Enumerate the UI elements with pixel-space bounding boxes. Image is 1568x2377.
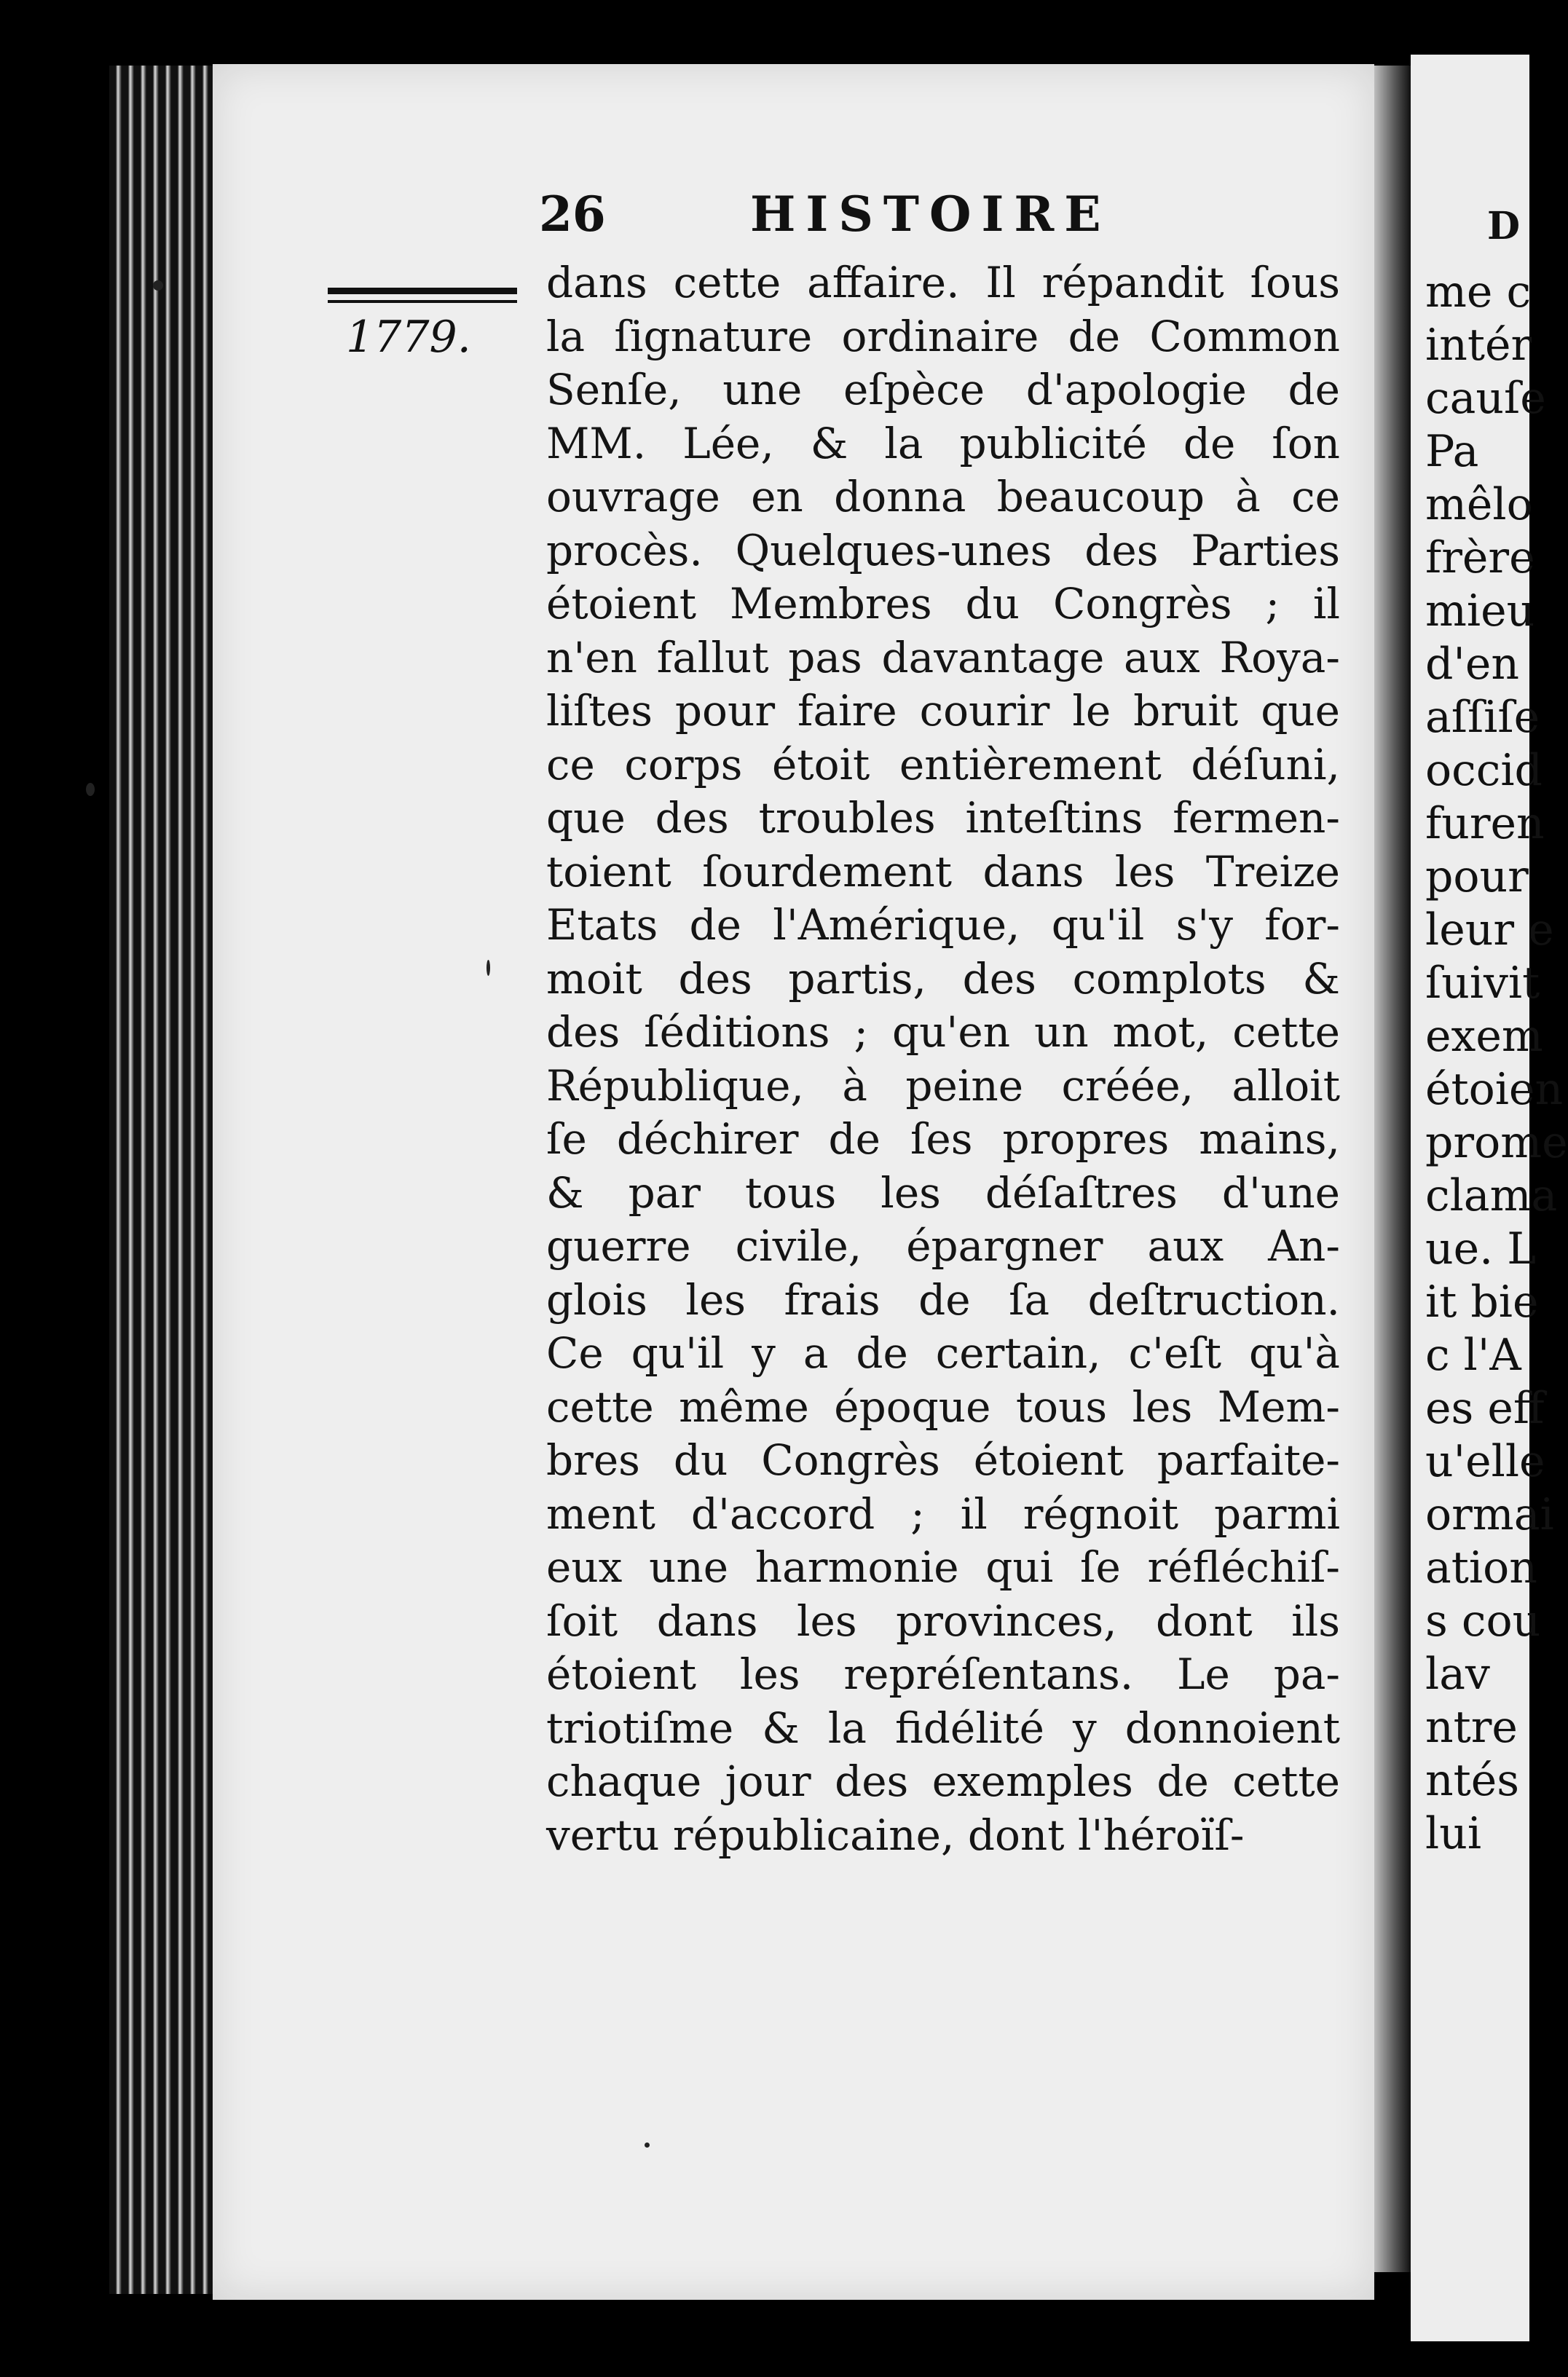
margin-year-note: 1779. (346, 312, 471, 363)
right-text-fragment: étoien (1425, 1064, 1564, 1115)
right-text-fragment: mieu (1425, 586, 1535, 636)
text-line: vertu républicaine, dont l'héroïſ- (546, 1810, 1245, 1860)
text-line: ment d'accord ; il régnoit parmi (546, 1489, 1340, 1539)
right-text-fragment: it bie (1425, 1277, 1539, 1328)
right-text-fragment: furen (1425, 798, 1545, 849)
text-line: ſe déchirer de ſes propres mains, (546, 1114, 1340, 1164)
right-text-fragment: c l'A (1425, 1330, 1521, 1381)
right-text-fragment: s cou (1425, 1596, 1541, 1647)
text-line: ouvrage en donna beaucoup à ce (546, 472, 1340, 521)
text-line: eux une harmonie qui ſe réfléchiſ- (546, 1542, 1340, 1592)
right-text-fragment: exem (1425, 1011, 1543, 1062)
text-line: Etats de l'Amérique, qu'il s'y for- (546, 900, 1340, 950)
right-text-fragment: mêlo (1425, 479, 1533, 530)
text-line: ce corps étoit entièrement déſuni, (546, 739, 1340, 789)
right-text-fragment: es eff (1425, 1383, 1545, 1434)
right-page-text (1425, 266, 1568, 1861)
right-text-fragment: u'elle (1425, 1436, 1545, 1487)
margin-double-rule-thin (328, 300, 517, 303)
text-line: étoient les repréſentans. Le pa- (546, 1649, 1340, 1699)
text-line: chaque jour des exemples de cette (546, 1757, 1340, 1806)
right-text-fragment: Pa (1425, 426, 1479, 477)
dust-speck (153, 280, 163, 291)
body-text (546, 256, 1340, 1862)
text-line: bres du Congrès étoient parfaite- (546, 1435, 1340, 1485)
text-line: MM. Lée, & la publicité de ſon (546, 418, 1340, 468)
text-line: République, à peine créée, alloit (546, 1060, 1340, 1111)
right-text-fragment: leur e (1425, 904, 1554, 955)
right-text-fragment: prome (1425, 1117, 1568, 1168)
book-page-edges (109, 66, 226, 2294)
text-line: dans cette affaire. Il répandit ſous (546, 258, 1340, 307)
right-text-fragment: ormai (1425, 1489, 1554, 1540)
right-text-fragment: lui (1425, 1808, 1482, 1859)
text-line: liſtes pour faire courir le bruit que (546, 686, 1340, 736)
text-line: des ſéditions ; qu'en un mot, cette (546, 1007, 1340, 1057)
right-text-fragment: cauſe (1425, 373, 1546, 424)
dust-speck (86, 783, 95, 796)
text-line: la ſignature ordinaire de Common (546, 311, 1340, 361)
margin-double-rule (328, 288, 517, 294)
right-text-fragment: ation (1425, 1542, 1537, 1593)
text-line: étoient Membres du Congrès ; il (546, 579, 1340, 628)
right-text-fragment: pour (1425, 851, 1529, 902)
right-text-fragment: ſuivit (1425, 958, 1540, 1009)
dust-speck (486, 960, 490, 976)
page-number: 26 (539, 186, 606, 243)
text-line: triotiſme & la fidélité y donnoient (546, 1703, 1340, 1753)
right-text-fragment: ntés (1425, 1755, 1520, 1806)
text-line: cette même époque tous les Mem- (546, 1381, 1340, 1432)
text-line: procès. Quelques-unes des Parties (546, 525, 1340, 575)
right-running-head: D (1487, 204, 1525, 248)
right-page (1411, 55, 1568, 2341)
text-line: glois les frais de ſa deſtruction. (546, 1274, 1340, 1325)
right-text-fragment: frère (1425, 532, 1535, 583)
running-head: HISTOIRE (750, 186, 1111, 243)
right-text-fragment: ntre (1425, 1702, 1518, 1753)
dust-speck (645, 2143, 650, 2148)
page-gutter (1374, 66, 1411, 2272)
text-line: toient ſourdement dans les Treize (546, 846, 1340, 896)
text-line: Ce qu'il y a de certain, c'eſt qu'à (546, 1328, 1340, 1378)
text-line: ſoit dans les provinces, dont ils (546, 1596, 1340, 1646)
text-line: que des troubles inteſtins fermen- (546, 793, 1340, 843)
right-text-fragment: aſſiſe (1425, 692, 1540, 743)
text-line: n'en fallut pas davantage aux Roya- (546, 632, 1340, 682)
right-text-fragment: clama (1425, 1170, 1558, 1221)
text-line: guerre civile, épargner aux An- (546, 1221, 1340, 1271)
right-text-fragment: intér (1425, 320, 1532, 371)
right-text-fragment: d'en (1425, 639, 1520, 690)
text-line: Senſe, une eſpèce d'apologie de (546, 365, 1340, 414)
text-line: & par tous les déſaſtres d'une (546, 1167, 1340, 1218)
right-text-fragment: lav (1425, 1649, 1490, 1700)
right-text-fragment: occid (1425, 745, 1543, 796)
text-line: moit des partis, des complots & (546, 953, 1340, 1004)
right-text-fragment: me c (1425, 267, 1532, 318)
right-text-fragment: ue. L (1425, 1223, 1537, 1274)
